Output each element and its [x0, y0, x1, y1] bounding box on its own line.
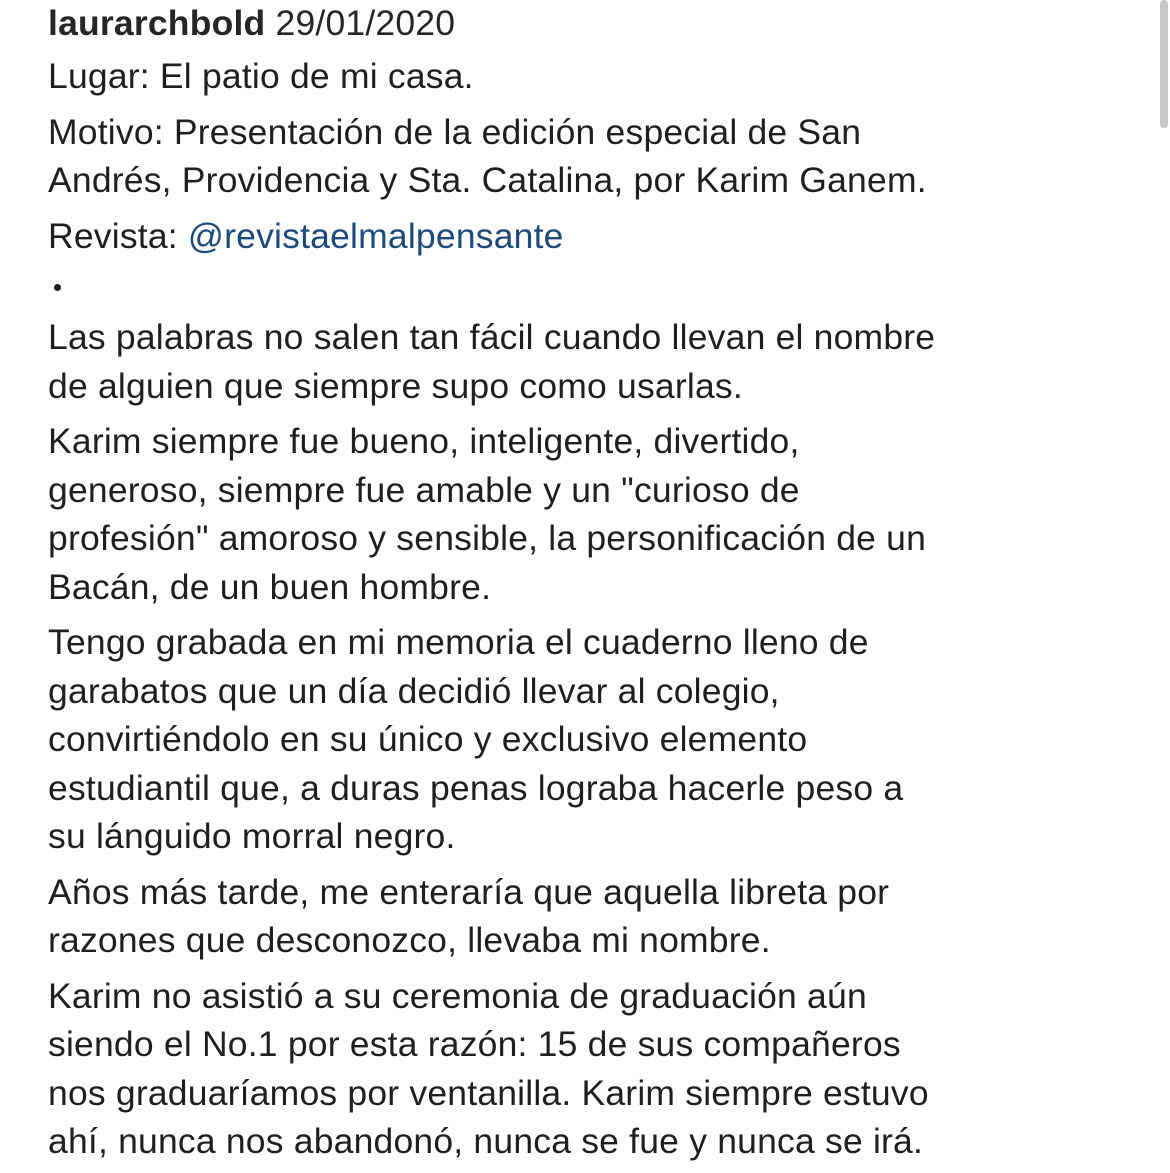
motivo-line-1: Motivo: Presentación de la edición especial de San	[48, 111, 862, 152]
paragraph-1	[48, 313, 1133, 410]
paragraph-line: generoso, siempre fue amable y un "curioso de	[48, 469, 800, 510]
username-link[interactable]: laurarchbold	[48, 3, 266, 43]
scrollbar-thumb[interactable]	[1160, 0, 1168, 128]
paragraph-line: Tengo grabada en mi memoria el cuaderno lleno de	[48, 622, 869, 662]
paragraph-4	[48, 868, 1133, 965]
paragraph-line: Karim no asistió a su ceremonia de graduación aún	[48, 975, 867, 1016]
post-caption	[48, 0, 1133, 1166]
paragraph-3	[48, 618, 1133, 861]
paragraph-line: convirtiéndolo en su único y exclusivo elemento	[48, 719, 808, 759]
paragraph-line: nos graduaríamos por ventanilla. Karim siempre estuvo	[48, 1072, 929, 1113]
motivo-line-2: Andrés, Providencia y Sta. Catalina, por Karim Ganem.	[48, 160, 927, 200]
paragraph-line: razones que desconozco, llevaba mi nombre.	[48, 920, 771, 960]
paragraph-line: su lánguido morral negro.	[48, 816, 456, 856]
paragraph-line: Años más tarde, me enteraría que aquella libreta por	[48, 871, 890, 912]
revista-line	[48, 212, 1133, 261]
post-date: 29/01/2020	[275, 3, 456, 43]
bullet-dot	[54, 284, 61, 291]
caption-header	[48, 0, 1133, 48]
paragraph-line: siendo el No.1 por esta razón: 15 de sus compañeros	[48, 1024, 901, 1064]
vertical-scrollbar[interactable]	[1158, 0, 1170, 130]
paragraph-line: ahí, nunca nos abandonó, nunca se fue y nunca se irá.	[48, 1121, 924, 1161]
bullet-separator	[48, 260, 1133, 306]
paragraph-line: profesión" amoroso y sensible, la personificación de un	[48, 518, 927, 558]
paragraph-5	[48, 972, 1133, 1166]
revista-label: Revista:	[48, 215, 188, 256]
revista-mention-link[interactable]: @revistaelmalpensante	[187, 215, 564, 256]
paragraph-line: estudiantil que, a duras penas lograba hacerle peso a	[48, 767, 904, 808]
paragraph-line: Bacán, de un buen hombre.	[48, 566, 492, 607]
paragraph-2	[48, 417, 1133, 611]
paragraph-line: garabatos que un día decidió llevar al colegio,	[48, 670, 780, 711]
lugar-line: Lugar: El patio de mi casa.	[48, 56, 474, 96]
paragraph-line: Las palabras no salen tan fácil cuando llevan el nombre	[48, 317, 936, 357]
paragraph-line: de alguien que siempre supo como usarlas.	[48, 365, 743, 406]
paragraph-line: Karim siempre fue bueno, inteligente, divertido,	[48, 421, 800, 461]
